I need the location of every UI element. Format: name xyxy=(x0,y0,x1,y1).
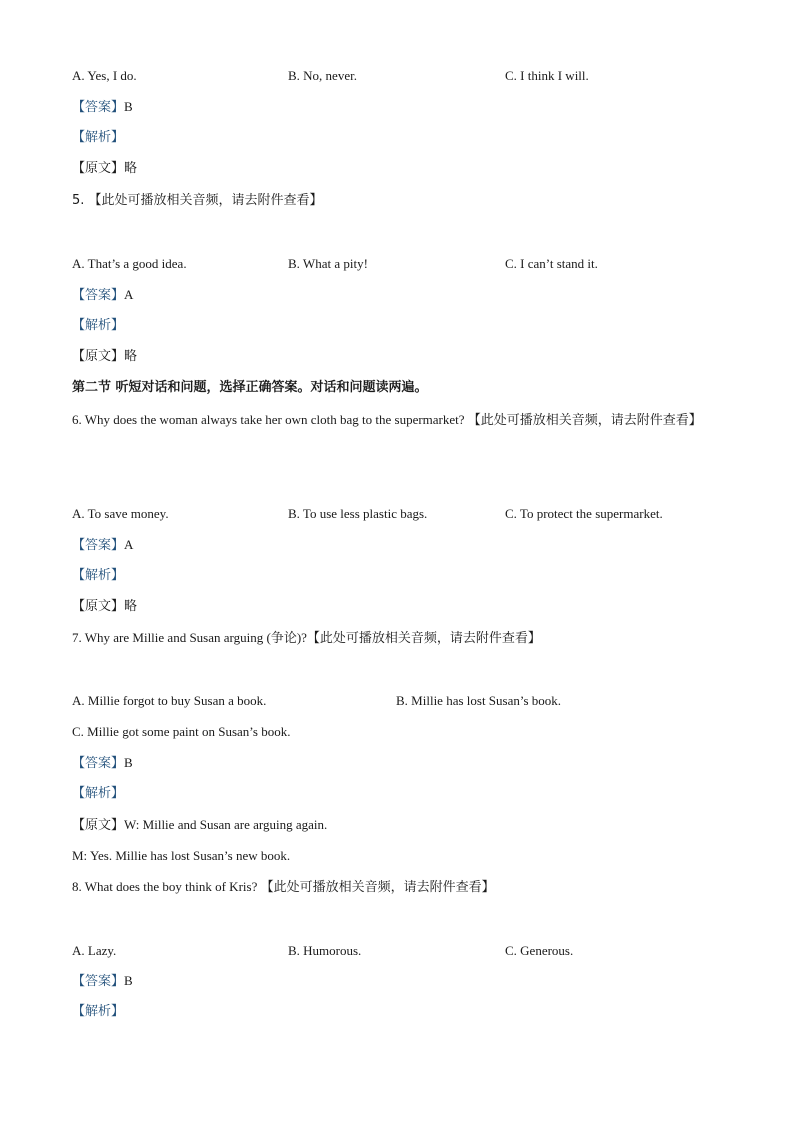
answer-value: B xyxy=(124,99,133,114)
q4-option-a: A. Yes, I do. xyxy=(72,68,137,83)
q8-option-c: C. Generous. xyxy=(505,943,574,958)
q6-option-a: A. To save money. xyxy=(72,506,169,521)
q5-analysis: 【解析】 xyxy=(72,318,125,333)
q6-option-c: C. To protect the supermarket. xyxy=(505,506,663,521)
q5-stem: 5. 【此处可播放相关音频，请去附件查看】 xyxy=(72,193,323,208)
q6-answer xyxy=(72,537,133,554)
q6-stem-audio: 【此处可播放相关音频，请去附件查看】 xyxy=(467,413,702,428)
answer-value: A xyxy=(124,537,134,552)
q4-analysis: 【解析】 xyxy=(72,130,125,145)
q8-stem: 8. What does the boy think of Kris? 【此处可播放相关音频，请去附件查看】 xyxy=(72,879,495,894)
answer-tag: 【答案】 xyxy=(72,288,125,303)
q6-stem-en: 6. Why does the woman always take her own cloth bag to the supermarket? xyxy=(72,412,468,427)
original-text: W: Millie and Susan are arguing again. xyxy=(124,817,328,832)
original-tag: 【原文】 xyxy=(72,349,125,364)
original-text: 略 xyxy=(124,349,138,364)
q7-option-c: C. Millie got some paint on Susan’s book. xyxy=(72,724,291,739)
q7-option-b: B. Millie has lost Susan’s book. xyxy=(396,693,562,708)
q4-original xyxy=(72,161,137,177)
q5-original xyxy=(72,349,137,365)
q4-option-b: B. No, never. xyxy=(288,68,357,83)
q7-stem: 7. Why are Millie and Susan arguing (争论)?【此处可播放相关音频，请去附件查看】 xyxy=(72,630,541,645)
original-tag: 【原文】 xyxy=(72,818,125,833)
q6-stem xyxy=(72,404,727,436)
original-tag: 【原文】 xyxy=(72,599,125,614)
q7-original-line2: M: Yes. Millie has lost Susan’s new book. xyxy=(72,848,291,863)
answer-tag: 【答案】 xyxy=(72,756,125,771)
answer-tag: 【答案】 xyxy=(72,100,125,115)
answer-tag: 【答案】 xyxy=(72,974,125,989)
original-tag: 【原文】 xyxy=(72,161,125,176)
section-heading: 第二节 听短对话和问题，选择正确答案。对话和问题读两遍。 xyxy=(72,380,428,395)
q5-option-a: A. That’s a good idea. xyxy=(72,256,187,271)
q4-answer xyxy=(72,99,133,116)
answer-value: B xyxy=(124,755,133,770)
q8-answer xyxy=(72,973,133,990)
answer-value: A xyxy=(124,287,134,302)
original-text: 略 xyxy=(124,599,138,614)
q8-option-a: A. Lazy. xyxy=(72,943,117,958)
q5-option-b: B. What a pity! xyxy=(288,256,368,271)
q6-option-b: B. To use less plastic bags. xyxy=(288,506,428,521)
answer-value: B xyxy=(124,973,133,988)
answer-tag: 【答案】 xyxy=(72,538,125,553)
q6-analysis: 【解析】 xyxy=(72,568,125,583)
q7-option-a: A. Millie forgot to buy Susan a book. xyxy=(72,693,267,708)
original-text: 略 xyxy=(124,161,138,176)
q8-analysis: 【解析】 xyxy=(72,1004,125,1019)
q4-option-c: C. I think I will. xyxy=(505,68,589,83)
q7-answer xyxy=(72,755,133,772)
q8-option-b: B. Humorous. xyxy=(288,943,362,958)
q7-analysis: 【解析】 xyxy=(72,786,125,801)
q7-original xyxy=(72,817,327,834)
q5-option-c: C. I can’t stand it. xyxy=(505,256,598,271)
q6-original xyxy=(72,599,137,615)
q5-answer xyxy=(72,287,133,304)
